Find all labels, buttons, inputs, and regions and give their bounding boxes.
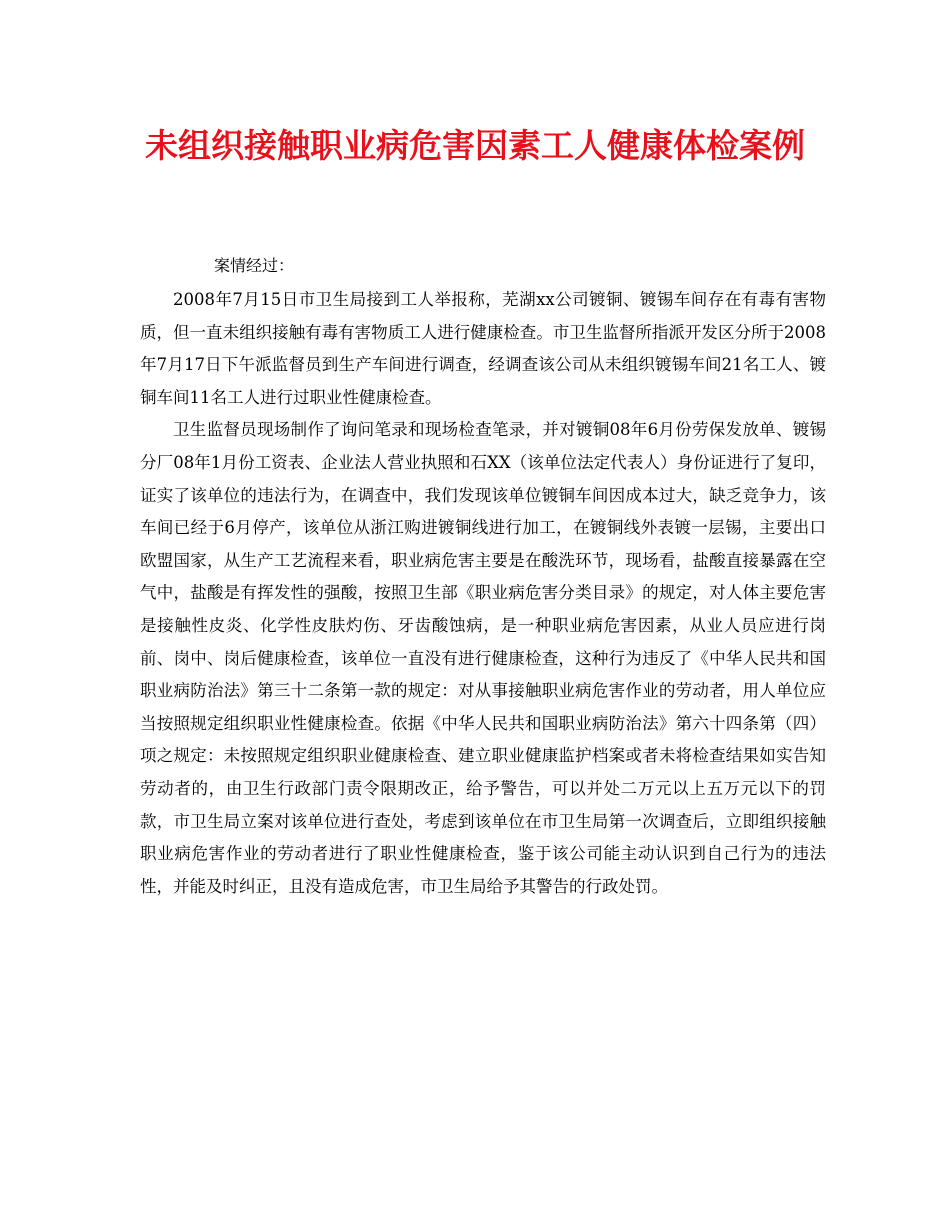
paragraph: 卫生监督员现场制作了询问笔录和现场检查笔录，并对镀铜08年6月份劳保发放单、镀锡分厂08年1月份工资表、企业法人营业执照和石XX（该单位法定代表人）身份证进行了复印，证实了该单位的违法行为，在调查中，我们发现该单位镀铜车间因成本过大，缺乏竞争力，该车间已经于6月停产，该单位从浙江购进镀铜线进行加工，在镀铜线外表镀一层锡，主要出口欧盟国家，从生产工艺流程来看，职业病危害主要是在酸洗环节，现场看，盐酸直接暴露在空气中，盐酸是有挥发性的强酸，按照卫生部《职业病危害分类目录》的规定，对人体主要危害是接触性皮炎、化学性皮肤灼伤、牙齿酸蚀病，是一种职业病危害因素，从业人员应进行岗前、岗中、岗后健康检查，该单位一直没有进行健康检查，这种行为违反了《中华人民共和国职业病防治法》第三十二条第一款的规定：对从事接触职业病危害作业的劳动者，用人单位应当按照规定组织职业性健康检查。依据《中华人民共和国职业病防治法》第六十四条第（四）项之规定：未按照规定组织职业健康检查、建立职业健康监护档案或者未将检查结果如实告知劳动者的，由卫生行政部门责令限期改正，给予警告，可以并处二万元以上五万元以下的罚款，市卫生局立案对该单位进行查处，考虑到该单位在市卫生局第一次调查后，立即组织接触职业病危害作业的劳动者进行了职业性健康检查，鉴于该公司能主动认识到自己行为的违法性，并能及时纠正，且没有造成危害，市卫生局给予其警告的行政处罚。 [140, 420, 826, 896]
paragraph: 2008年7月15日市卫生局接到工人举报称，芜湖xx公司镀铜、镀锡车间存在有毒有害物质，但一直未组织接触有毒有害物质工人进行健康检查。市卫生监督所指派开发区分所于2008年7月17日下午派监督员到生产车间进行调查，经调查该公司从未组织镀锡车间21名工人、镀铜车间11名工人进行过职业性健康检查。 [140, 290, 826, 407]
document-title: 未组织接触职业病危害因素工人健康体检案例 [145, 126, 805, 165]
section-label: 案情经过： [214, 256, 295, 275]
document-body [140, 284, 826, 903]
